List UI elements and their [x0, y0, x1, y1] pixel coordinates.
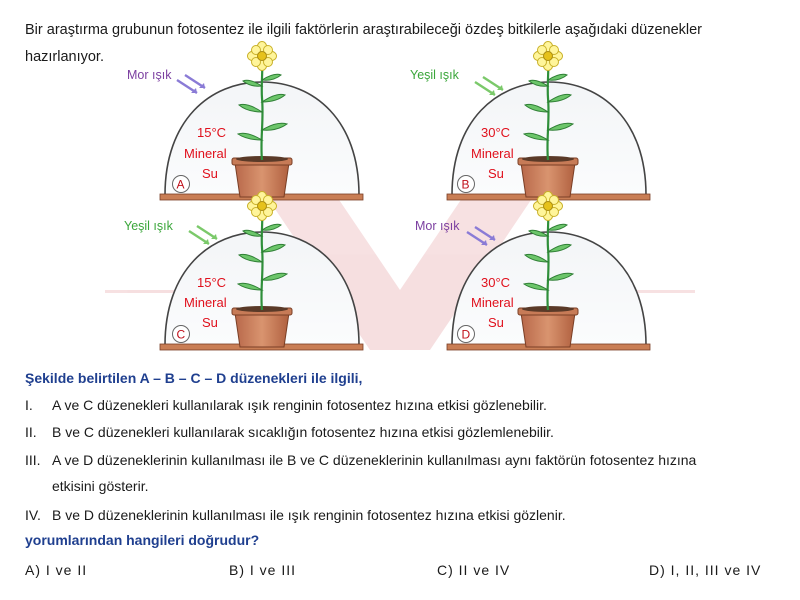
mineral-label-a: Mineral — [184, 146, 227, 161]
light-label-d: Mor ışık — [415, 219, 460, 233]
statement-4 — [25, 502, 780, 528]
option-a[interactable]: A) I ve II — [25, 562, 88, 578]
light-label-b: Yeşil ışık — [410, 68, 459, 82]
statement-text: B ve D düzeneklerinin kullanılması ile ışık renginin fotosentez hızına etkisi gözlenir. — [52, 507, 566, 523]
statement-text: A ve D düzeneklerinin kullanılması ile B ve C düzeneklerinin kullanılması aynı faktörün fotosentez hızına — [52, 452, 697, 468]
statement-text: B ve C düzenekleri kullanılarak sıcaklığın fotosentez hızına etkisi gözlemlenebilir. — [52, 424, 554, 440]
water-label-c: Su — [202, 315, 218, 330]
statement-text: A ve C düzenekleri kullanılarak ışık renginin fotosentez hızına etkisi gözlenebilir. — [52, 397, 547, 413]
light-arrows-c — [189, 226, 217, 244]
mineral-label-c: Mineral — [184, 295, 227, 310]
option-d[interactable]: D) I, II, III ve IV — [649, 562, 762, 578]
water-label-b: Su — [488, 166, 504, 181]
statement-number: III. — [25, 452, 41, 468]
temp-label-c: 15°C — [197, 275, 227, 290]
statement-3 — [25, 447, 780, 499]
setup-letter-c: C — [176, 327, 186, 342]
temp-label-b: 30°C — [481, 125, 511, 140]
mineral-label-b: Mineral — [471, 146, 514, 161]
statement-2 — [25, 419, 780, 445]
setup-b — [447, 42, 650, 201]
mineral-label-d: Mineral — [471, 295, 514, 310]
temp-label-d: 30°C — [481, 275, 511, 290]
light-label-a: Mor ışık — [127, 68, 172, 82]
light-arrows-a — [177, 75, 205, 93]
statement-number: IV. — [25, 507, 41, 523]
water-label-d: Su — [488, 315, 504, 330]
statement-1 — [25, 392, 780, 418]
setup-letter-a: A — [176, 177, 185, 192]
option-c[interactable]: C) II ve IV — [437, 562, 511, 578]
question-ask: yorumlarından hangileri doğrudur? — [25, 532, 260, 548]
setup-letter-d: D — [461, 327, 471, 342]
intro-text: Bir araştırma grubunun fotosentez ile ilgili faktörlerin araştırabileceği özdeş bitkilerle aşağıdaki düzenekler hazırlanıyor. — [25, 22, 703, 65]
light-label-c: Yeşil ışık — [124, 219, 173, 233]
light-arrows-b — [475, 77, 503, 95]
water-label-a: Su — [202, 166, 218, 181]
option-b[interactable]: B) I ve III — [229, 562, 297, 578]
temp-label-a: 15°C — [197, 125, 227, 140]
setup-letter-b: B — [461, 177, 470, 192]
question-stem: Şekilde belirtilen A – B – C – D düzenekleri ile ilgili, — [25, 370, 363, 386]
statement-number: I. — [25, 397, 33, 413]
setup-a — [160, 42, 363, 201]
statement-number: II. — [25, 424, 37, 440]
statement-continuation: etkisini gösterir. — [52, 478, 149, 494]
